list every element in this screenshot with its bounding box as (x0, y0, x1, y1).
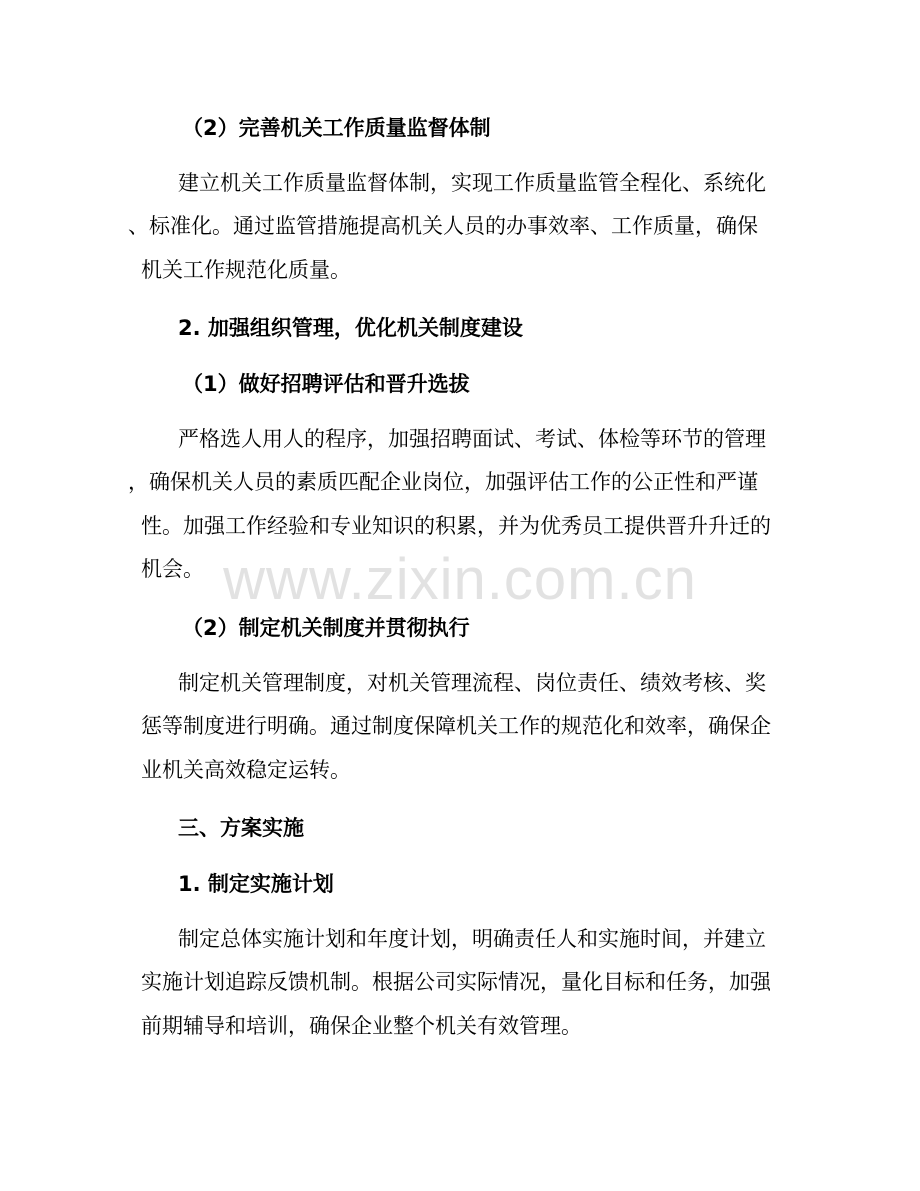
paragraph-line: 机关工作规范化质量。 (141, 258, 351, 282)
paragraph-line: 、标准化。通过监管措施提高机关人员的办事效率、工作质量，确保 (128, 214, 758, 238)
watermark-text: www.zixin.com.cn (223, 547, 697, 612)
subsection-heading: （2）制定机关制度并贯彻执行 (182, 616, 470, 640)
paragraph-line: 制定机关管理制度，对机关管理流程、岗位责任、绩效考核、奖 (178, 671, 766, 695)
subsection-heading: 1. 制定实施计划 (178, 872, 334, 896)
paragraph-line: 制定总体实施计划和年度计划，明确责任人和实施时间，并建立 (178, 927, 766, 951)
paragraph-line: ，确保机关人员的素质匹配企业岗位，加强评估工作的公正性和严谨 (128, 470, 758, 494)
paragraph-line: 建立机关工作质量监督体制，实现工作质量监管全程化、系统化 (178, 171, 766, 195)
section-heading: 2. 加强组织管理，优化机关制度建设 (178, 316, 523, 340)
paragraph-line: 惩等制度进行明确。通过制度保障机关工作的规范化和效率，确保企 (141, 714, 771, 738)
section-heading: 三、方案实施 (178, 816, 304, 840)
subsection-heading: （1）做好招聘评估和晋升选拔 (182, 372, 470, 396)
paragraph-line: 实施计划追踪反馈机制。根据公司实际情况，量化目标和任务，加强 (141, 970, 771, 994)
section-heading: （2）完善机关工作质量监督体制 (182, 116, 491, 140)
paragraph-line: 机会。 (141, 557, 204, 581)
paragraph-line: 性。加强工作经验和专业知识的积累，并为优秀员工提供晋升升迁的 (141, 514, 771, 538)
paragraph-line: 严格选人用人的程序，加强招聘面试、考试、体检等环节的管理 (178, 427, 766, 451)
paragraph-line: 业机关高效稳定运转。 (141, 758, 351, 782)
paragraph-line: 前期辅导和培训，确保企业整个机关有效管理。 (141, 1014, 582, 1038)
